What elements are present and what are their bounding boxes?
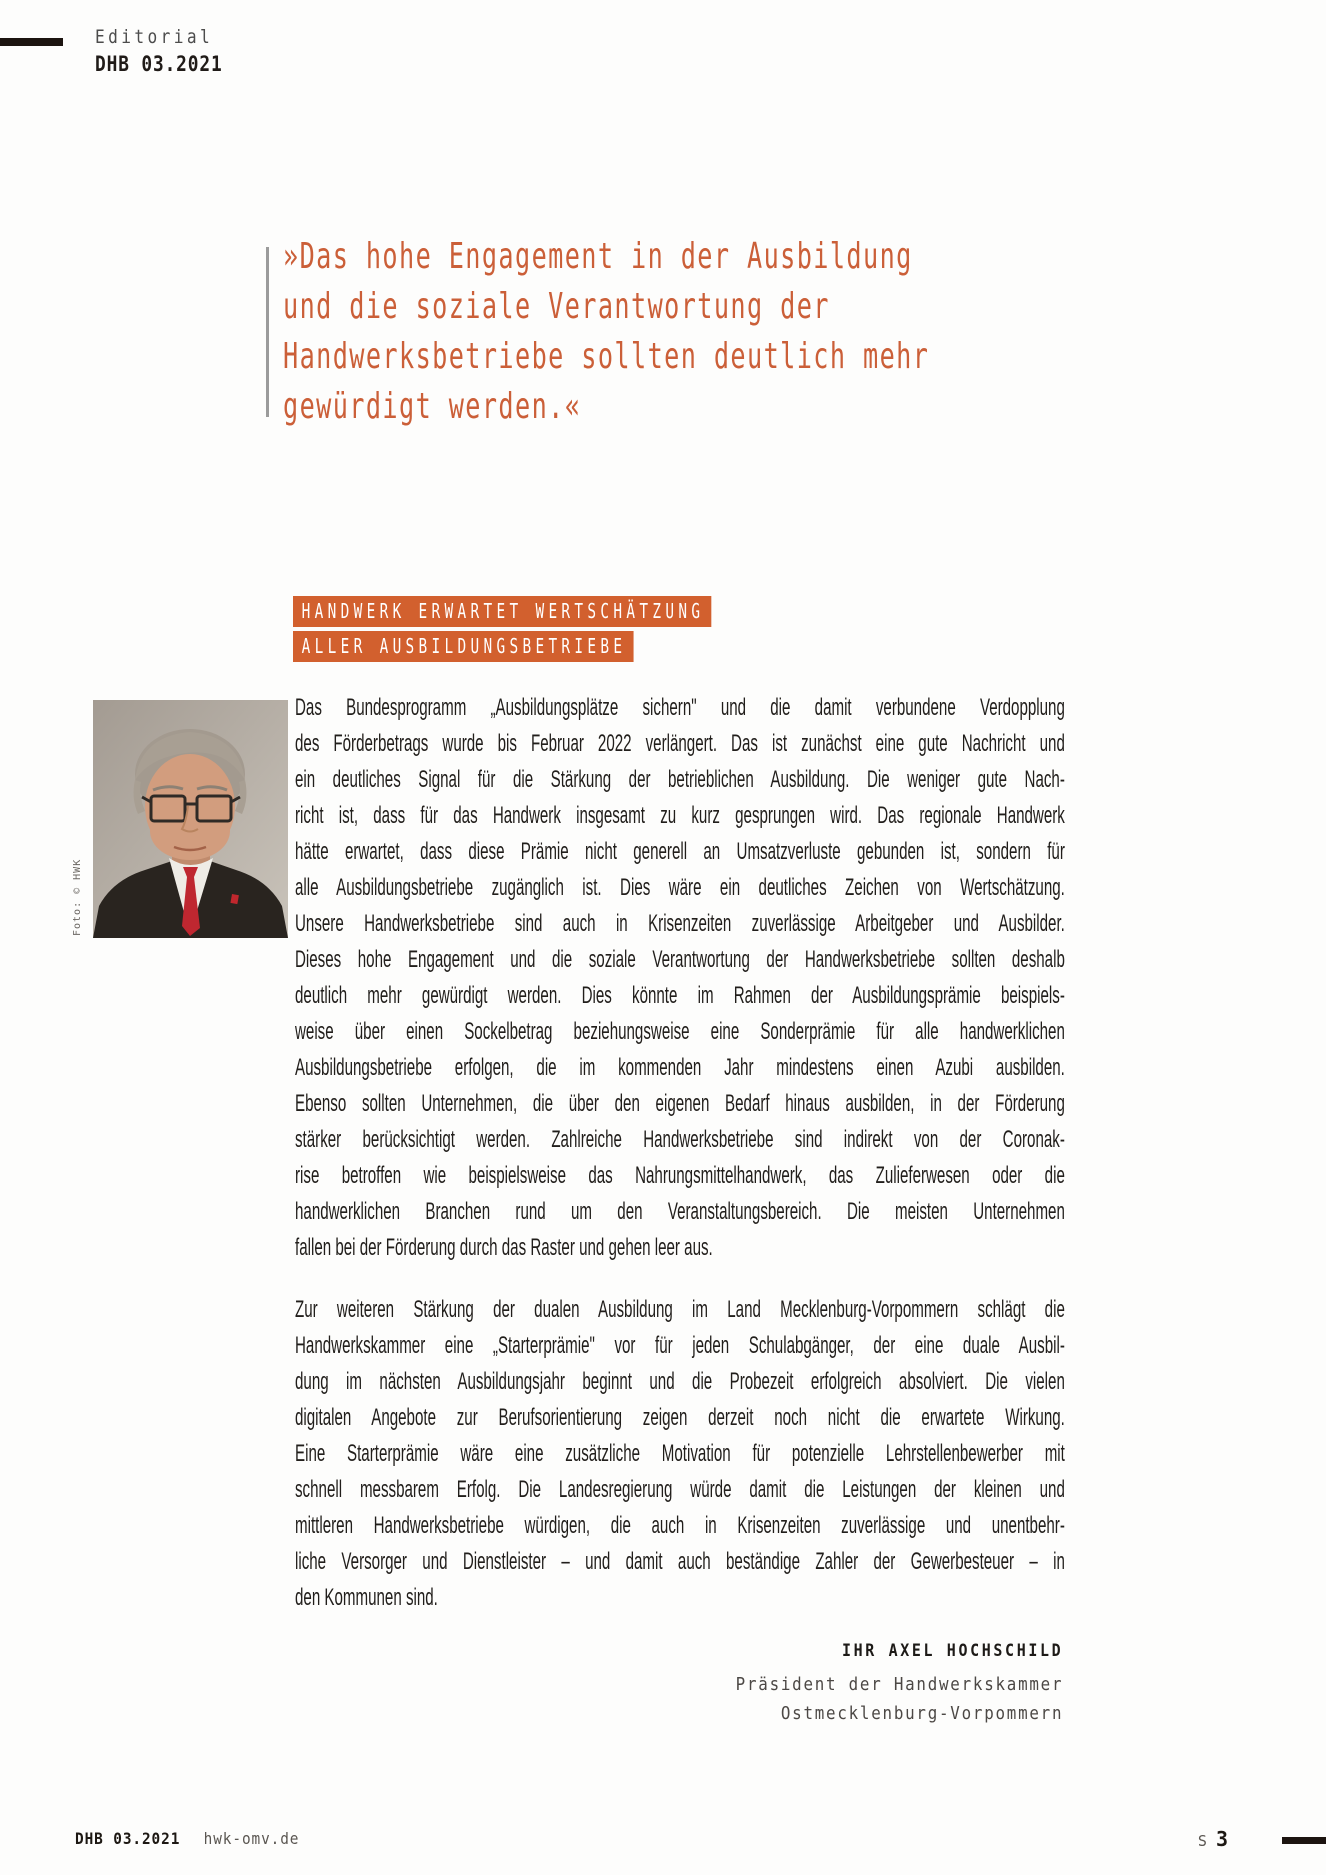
footer-website: hwk-omv.de — [203, 1829, 300, 1848]
signature-region: Ostmecklenburg-Vorpommern — [780, 1703, 1063, 1724]
headline-badge-2: ALLER AUSBILDUNGSBETRIEBE — [293, 631, 634, 662]
article-paragraph-1: Das Bundesprogramm „Ausbildungsplätze sichern" und die damit verbundene Verdopplung des Förderbetrags wurde bis Februar 2022 verlängert. Das ist zunächst eine gute Nachricht und ein deutliches Signal für die Stärkung der betrieblichen Ausbildung. Die weniger gute Nach- richt ist, dass für das Handwerk insgesamt zu kurz gesprungen wird. Das regionale Handwerk hätte erwartet, dass diese Prämie nicht generell an Umsatzverluste gebunden ist, sondern für alle Ausbildungsbetriebe zugänglich ist. Dies wäre ein deutliches Zeichen von Wertschätzung. Unsere Handwerksbetriebe sind auch in Krisenzeiten zuverlässige Arbeitgeber und Ausbilder. Dieses hohe Engagement und die soziale Verantwortung der Handwerksbetriebe sollten deshalb deutlich mehr gewürdigt werden. Dies könnte im Rahmen der Ausbildungsprämie beispiels- weise über einen Sockelbetrag beziehungsweise eine Sonderprämie für alle handwerklichen Ausbildungsbetriebe erfolgen, die im kommenden Jahr mindestens einen Azubi ausbilden. Ebenso sollten Unternehmen, die über den eigenen Bedarf hinaus ausbilden, in der Förderung stärker berücksichtigt werden. Zahlreiche Handwerksbetriebe sind indirekt von der Coronak- rise betroffen wie beispielsweise das Nahrungsmittelhandwerk, das Zulieferwesen oder die handwerklichen Branchen rund um den Veranstaltungsbereich. Die meisten Unternehmen fallen bei der Förderung durch das Raster und gehen leer aus. — [295, 694, 1065, 1261]
footer-ink-bar — [1282, 1837, 1326, 1844]
article-paragraph-2: Zur weiteren Stärkung der dualen Ausbildung im Land Mecklenburg-Vorpommern schlägt die Handwerkskammer eine „Starterprämie" vor für jeden Schulabgänger, der eine duale Ausbil- dung im nächsten Ausbildungsjahr beginnt und die Probezeit erfolgreich absolviert. Die vielen digitalen Angebote zur Berufsorientierung zeigen derzeit noch nicht die erwartete Wirkung. Eine Starterprämie wäre eine zusätzliche Motivation für potenzielle Lehrstellenbewerber mit schnell messbarem Erfolg. Die Landesregierung würde damit die Leistungen der kleinen und mittleren Handwerksbetriebe würdigen, die auch in Krisenzeiten zuverlässige und unentbehr- liche Versorger und Dienstleister – und damit auch beständige Zahler der Gewerbesteuer – in den Kommunen sind. — [295, 1296, 1065, 1611]
pull-quote-rule — [266, 247, 269, 417]
headline-badge-1: HANDWERK ERWARTET WERTSCHÄTZUNG — [293, 596, 712, 627]
page-indicator — [1198, 1827, 1228, 1851]
issue-header-label: DHB 03.2021 — [95, 52, 223, 76]
top-ink-bar — [0, 38, 63, 46]
page-number: 3 — [1215, 1827, 1228, 1851]
headline-badges — [293, 596, 941, 666]
footer-left — [75, 1829, 299, 1848]
article-body — [295, 690, 1065, 1616]
section-label: Editorial — [95, 26, 214, 48]
pull-quote: »Das hohe Engagement in der Ausbildung und die soziale Verantwortung der Handwerksbetriebe sollten deutlich mehr gewürdigt werden.« — [283, 236, 930, 427]
signature-title: Präsident der Handwerkskammer — [735, 1674, 1063, 1695]
photo-credit: Foto: © HWK — [72, 858, 83, 936]
page-prefix: S — [1197, 1832, 1207, 1850]
signature-name: IHR AXEL HOCHSCHILD — [841, 1641, 1063, 1661]
footer-issue-label: DHB 03.2021 — [75, 1829, 181, 1848]
portrait-photo — [93, 700, 288, 938]
signature-block — [735, 1641, 1063, 1728]
